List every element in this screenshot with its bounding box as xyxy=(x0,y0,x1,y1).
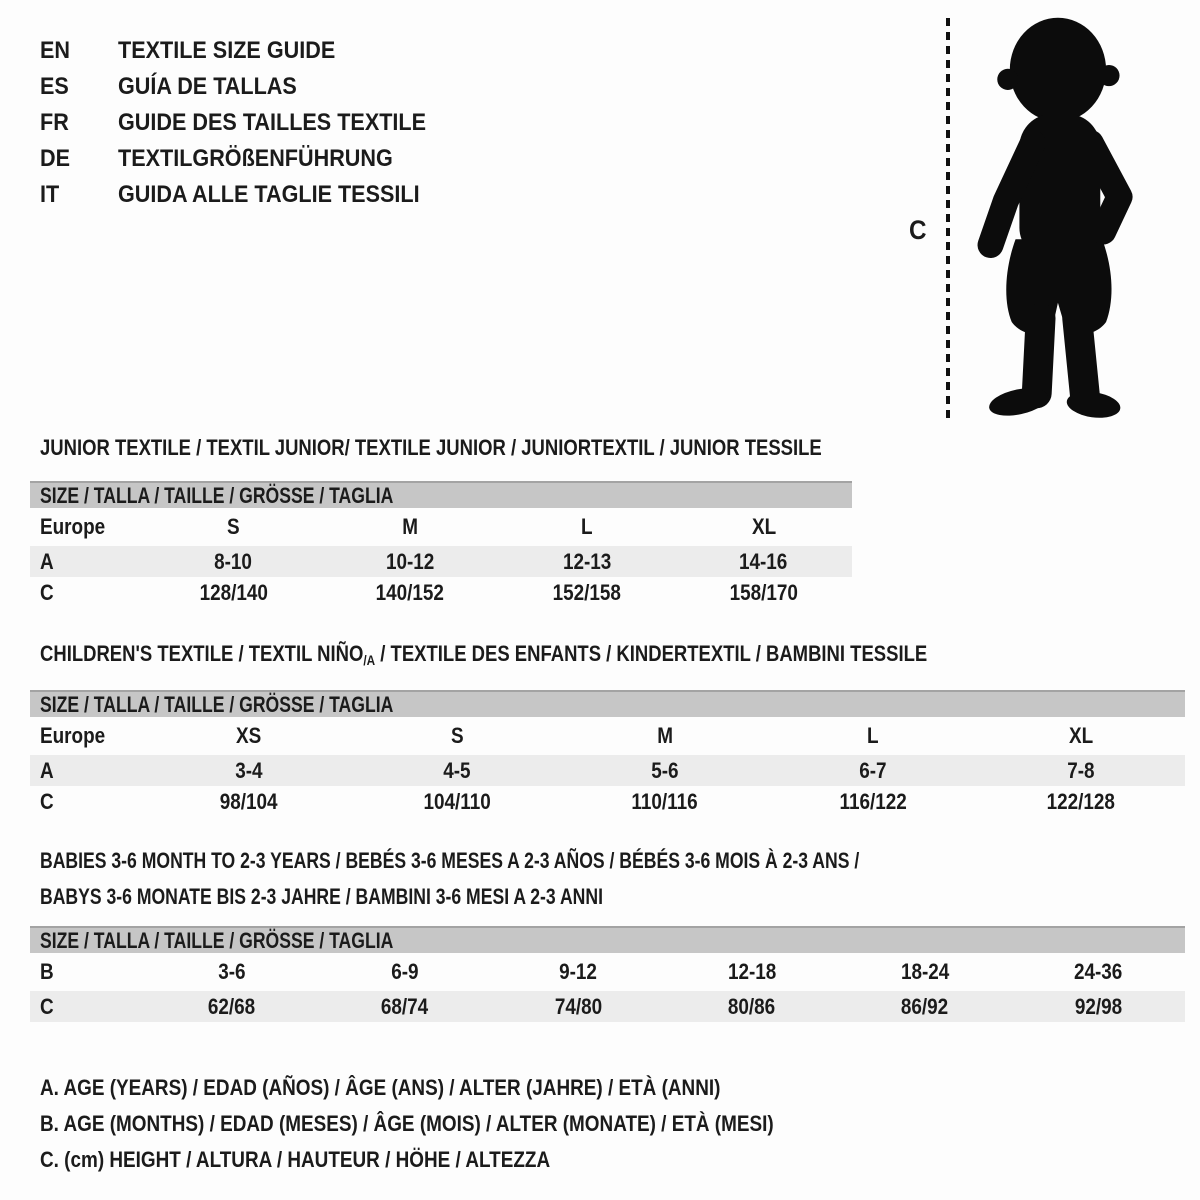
table-row-europe: Europe S M L XL xyxy=(30,508,852,546)
language-code: ES xyxy=(40,73,69,100)
table-row-height: C 128/140 140/152 152/158 158/170 xyxy=(30,577,852,608)
language-row-es xyxy=(40,69,460,105)
language-row-en xyxy=(40,33,460,69)
legend-line-b: B. AGE (MONTHS) / EDAD (MESES) / ÂGE (MOIS) / ALTER (MONATE) / ETÀ (MESI) xyxy=(40,1111,774,1136)
junior-size-table xyxy=(30,481,852,608)
baby-silhouette-icon xyxy=(958,12,1154,426)
language-row-de xyxy=(40,141,460,177)
table-row-age: A 8-10 10-12 12-13 14-16 xyxy=(30,546,852,577)
row-label: C xyxy=(40,788,54,814)
babies-size-table xyxy=(30,926,1185,1022)
baby-head xyxy=(1010,18,1106,122)
table-row-height: C 98/104 104/110 110/116 116/122 122/128 xyxy=(30,786,1185,817)
row-label: B xyxy=(40,959,54,984)
table-row-europe: Europe XS S M L XL xyxy=(30,717,1185,755)
junior-section-title: JUNIOR TEXTILE / TEXTIL JUNIOR/ TEXTILE JUNIOR / JUNIORTEXTIL / JUNIOR TESSILE xyxy=(40,435,822,460)
height-measure-dashed-line xyxy=(946,18,950,418)
baby-shorts xyxy=(1006,239,1111,334)
language-label: TEXTILGRÖßENFÜHRUNG xyxy=(118,145,393,172)
row-label: A xyxy=(40,757,54,783)
table-row-age: A 3-4 4-5 5-6 6-7 7-8 xyxy=(30,755,1185,786)
row-label: A xyxy=(40,548,54,574)
size-header-band: SIZE / TALLA / TAILLE / GRÖSSE / TAGLIA xyxy=(30,690,1185,717)
table-row-height: C 62/68 68/74 74/80 80/86 86/92 92/98 xyxy=(30,991,1185,1022)
size-header-band: SIZE / TALLA / TAILLE / GRÖSSE / TAGLIA xyxy=(30,481,852,508)
children-section-title: CHILDREN'S TEXTILE / TEXTIL NIÑO/A / TEXTILE DES ENFANTS / KINDERTEXTIL / BAMBINI TESSILE xyxy=(40,641,928,668)
language-label: GUIDE DES TAILLES TEXTILE xyxy=(118,109,427,136)
language-row-it xyxy=(40,177,460,213)
language-label: GUÍA DE TALLAS xyxy=(118,73,297,100)
language-label: GUIDA ALLE TAGLIE TESSILI xyxy=(118,181,420,208)
table-row-months: B 3-6 6-9 9-12 12-18 18-24 24-36 xyxy=(30,953,1185,991)
title-subscript: /A xyxy=(363,652,376,668)
language-row-fr xyxy=(40,105,460,141)
height-measure-label: C xyxy=(908,215,927,245)
babies-section-title-line2: BABYS 3-6 MONATE BIS 2-3 JAHRE / BAMBINI 3-6 MESI A 2-3 ANNI xyxy=(40,884,603,909)
row-label: C xyxy=(40,993,54,1019)
row-label: C xyxy=(40,579,54,605)
babies-section-title-line1: BABIES 3-6 MONTH TO 2-3 YEARS / BEBÉS 3-6 MESES A 2-3 AÑOS / BÉBÉS 3-6 MOIS À 2-3 ANS / xyxy=(40,848,860,873)
footer-legend xyxy=(40,1070,893,1178)
baby-left-leg xyxy=(1037,318,1041,393)
row-label: Europe xyxy=(40,514,106,539)
language-code: FR xyxy=(40,109,69,136)
row-label: Europe xyxy=(40,723,106,748)
baby-right-leg xyxy=(1077,318,1085,395)
language-code: IT xyxy=(40,181,60,208)
legend-line-a: A. AGE (YEARS) / EDAD (AÑOS) / ÂGE (ANS) / ALTER (JAHRE) / ETÀ (ANNI) xyxy=(40,1075,721,1100)
language-code: DE xyxy=(40,145,71,172)
legend-line-c: C. (cm) HEIGHT / ALTURA / HAUTEUR / HÖHE / ALTEZZA xyxy=(40,1147,551,1172)
language-label: TEXTILE SIZE GUIDE xyxy=(118,37,336,64)
children-size-table xyxy=(30,690,1185,817)
size-header-band: SIZE / TALLA / TAILLE / GRÖSSE / TAGLIA xyxy=(30,926,1185,953)
language-list xyxy=(40,33,460,213)
language-code: EN xyxy=(40,37,71,64)
